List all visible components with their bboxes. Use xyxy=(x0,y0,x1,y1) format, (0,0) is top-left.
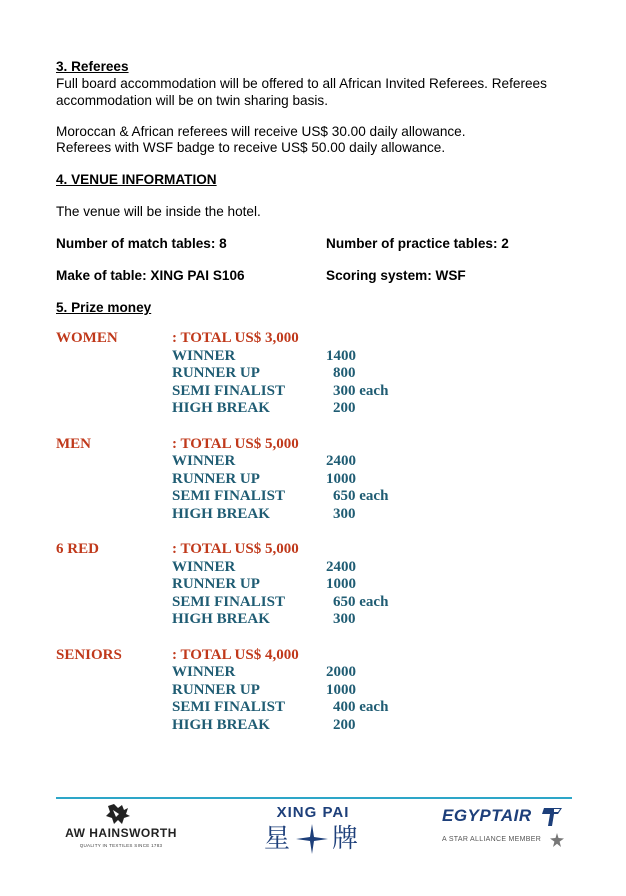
prize-label: RUNNER UP xyxy=(172,682,260,698)
hainsworth-tagline: QUALITY IN TEXTILES SINCE 1783 xyxy=(79,843,163,848)
category-name: SENIORS xyxy=(56,647,122,663)
prize-amount: 2400 xyxy=(326,559,356,575)
prize-amount: 2400 xyxy=(326,453,356,469)
venue-intro: The venue will be inside the hotel. xyxy=(56,204,261,219)
prize-label: HIGH BREAK xyxy=(172,400,270,416)
prize-amount: 1000 xyxy=(326,471,356,487)
horus-icon xyxy=(540,806,564,828)
prize-label: SEMI FINALIST xyxy=(172,594,285,610)
egyptair-name: EGYPTAIR xyxy=(442,806,532,825)
prize-label: SEMI FINALIST xyxy=(172,699,285,715)
prize-amount: 800 xyxy=(333,365,356,381)
prize-amount: 200 xyxy=(333,400,356,416)
prize-amount: 1000 xyxy=(326,682,356,698)
referees-para1-line1: Full board accommodation will be offered to all African Invited Referees. Referees xyxy=(56,76,547,91)
prize-label: HIGH BREAK xyxy=(172,506,270,522)
prize-amount: 650 each xyxy=(333,594,389,610)
egyptair-logo xyxy=(438,806,568,850)
category-name: 6 RED xyxy=(56,541,99,557)
practice-tables: Number of practice tables: 2 xyxy=(326,236,509,251)
prize-amount: 300 xyxy=(333,506,356,522)
prize-amount: 1400 xyxy=(326,348,356,364)
prize-amount: 2000 xyxy=(326,664,356,680)
referees-heading: 3. Referees xyxy=(56,59,129,74)
aw-hainsworth-logo xyxy=(56,802,186,854)
scoring-system: Scoring system: WSF xyxy=(326,268,466,283)
prize-heading: 5. Prize money xyxy=(56,300,152,315)
category-total: : TOTAL US$ 3,000 xyxy=(172,330,299,346)
prize-amount: 200 xyxy=(333,717,356,733)
star-alliance-icon xyxy=(550,833,564,847)
category-total: : TOTAL US$ 5,000 xyxy=(172,541,299,557)
prize-label: SEMI FINALIST xyxy=(172,383,285,399)
compass-star-icon xyxy=(296,824,328,854)
prize-label: WINNER xyxy=(172,664,236,680)
prize-label: WINNER xyxy=(172,559,236,575)
prize-amount: 300 each xyxy=(333,383,389,399)
prize-label: HIGH BREAK xyxy=(172,611,270,627)
prize-label: WINNER xyxy=(172,348,236,364)
category-name: WOMEN xyxy=(56,330,118,346)
referees-para2-line2: Referees with WSF badge to receive US$ 50.00 daily allowance. xyxy=(56,140,446,155)
prize-amount: 400 each xyxy=(333,699,389,715)
referees-para1-line2: accommodation will be on twin sharing basis. xyxy=(56,93,329,108)
prize-label: SEMI FINALIST xyxy=(172,488,285,504)
table-make: Make of table: XING PAI S106 xyxy=(56,268,245,283)
hainsworth-name: AW HAINSWORTH xyxy=(65,826,177,840)
footer-divider xyxy=(56,797,572,799)
prize-label: HIGH BREAK xyxy=(172,717,270,733)
prize-amount: 1000 xyxy=(326,576,356,592)
xingpai-name: XING PAI xyxy=(276,804,350,821)
referees-para2-line1: Moroccan & African referees will receive US$ 30.00 daily allowance. xyxy=(56,124,466,139)
xingpai-cn-right: 牌 xyxy=(332,824,359,854)
prize-amount: 300 xyxy=(333,611,356,627)
prize-label: RUNNER UP xyxy=(172,471,260,487)
egyptair-tagline: A STAR ALLIANCE MEMBER xyxy=(442,836,542,843)
match-tables: Number of match tables: 8 xyxy=(56,236,227,251)
prize-amount: 650 each xyxy=(333,488,389,504)
xing-pai-logo xyxy=(262,804,364,856)
category-total: : TOTAL US$ 4,000 xyxy=(172,647,299,663)
prize-label: RUNNER UP xyxy=(172,576,260,592)
category-total: : TOTAL US$ 5,000 xyxy=(172,436,299,452)
venue-heading: 4. VENUE INFORMATION xyxy=(56,172,217,187)
category-name: MEN xyxy=(56,436,91,452)
xingpai-cn-left: 星 xyxy=(264,824,291,854)
prize-label: WINNER xyxy=(172,453,236,469)
prize-label: RUNNER UP xyxy=(172,365,260,381)
